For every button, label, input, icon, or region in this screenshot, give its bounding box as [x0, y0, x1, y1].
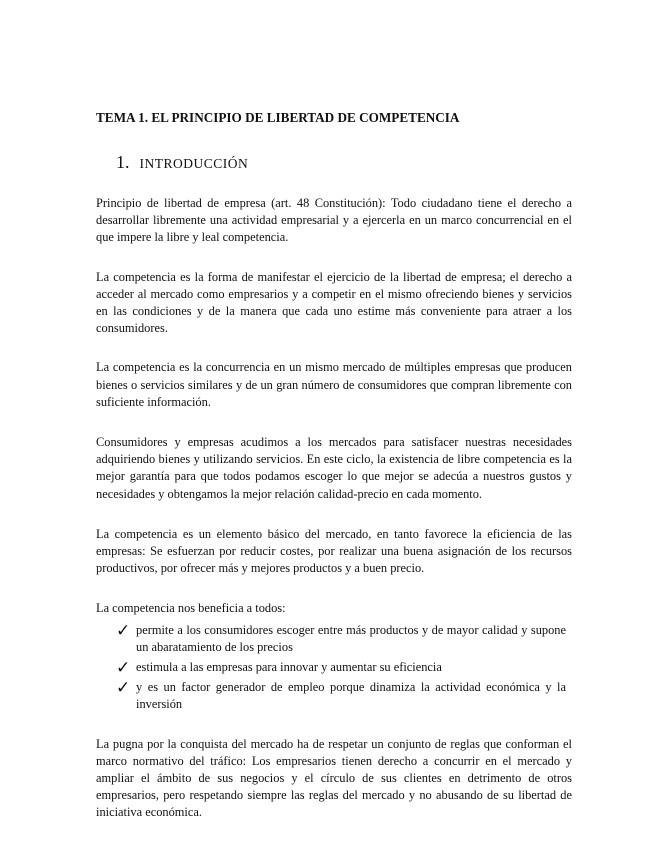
document-title: TEMA 1. EL PRINCIPIO DE LIBERTAD DE COMPETENCIA — [96, 110, 460, 125]
benefit-text: y es un factor generador de empleo porque dinamiza la actividad económica y la inversión — [136, 680, 566, 712]
benefit-text: permite a los consumidores escoger entre más productos y de mayor calidad y supone un abaratamiento de los precios — [136, 622, 566, 654]
benefit-item — [96, 679, 572, 713]
paragraph-freedom-of-enterprise: Principio de libertad de empresa (art. 48 Constitución): Todo ciudadano tiene el derecho a desarrollar libremente una actividad empresarial y a ejercerla en un marco concurrencial en el que impere la libre y leal competencia. — [96, 196, 572, 245]
benefit-item — [96, 622, 572, 656]
checkmark-icon: ✓ — [116, 658, 131, 678]
paragraph-consumers-and-companies: Consumidores y empresas acudimos a los mercados para satisfacer nuestras necesidades adquiriendo bienes y utilizando servicios. En este ciclo, la existencia de libre competencia es la mejor garantía para que todos podamos escoger lo que mejor se adecúa a nuestros gustos y necesidades y obtengamos la mejor relación calidad-precio en cada momento. — [96, 435, 572, 501]
paragraph-market-rules: La pugna por la conquista del mercado ha de respetar un conjunto de reglas que conforman el marco normativo del tráfico: Los empresarios tienen derecho a concurrir en el mercado y ampliar el ámbito de sus negocios y el círculo de sus clientes en detrimento de otros empresarios, pero respetando siempre las reglas del mercado y no abusando de su libertad de iniciativa económica. — [96, 736, 572, 820]
checkmark-icon: ✓ — [116, 620, 131, 640]
section-title: INTRODUCCIÓN — [139, 156, 249, 171]
section-heading — [116, 151, 572, 175]
benefits-intro: La competencia nos beneficia a todos: — [96, 601, 286, 616]
paragraph-competition-definition: La competencia es la concurrencia en un mismo mercado de múltiples empresas que producen bienes o servicios similares y de un gran número de consumidores que compran libremente con suficiente información. — [96, 360, 572, 409]
benefit-text: estimula a las empresas para innovar y aumentar su eficiencia — [136, 660, 442, 675]
paragraph-market-efficiency: La competencia es un elemento básico del mercado, en tanto favorece la eficiencia de las empresas: Se esfuerzan por reducir costes, por realizar una buena asignación de los recursos productivos, por ofrecer más y mejores productos y a buen precio. — [96, 526, 572, 576]
benefits-list — [96, 622, 572, 714]
benefit-item — [96, 659, 572, 676]
paragraph-competition-manifestation: La competencia es la forma de manifestar el ejercicio de la libertad de empresa; el derecho a acceder al mercado como empresarios y a competir en el mismo ofreciendo bienes y servicios en las condiciones y de la manera que cada uno estime más conveniente para atraer a los consumidores. — [96, 269, 572, 336]
checkmark-icon: ✓ — [116, 678, 131, 698]
section-number: 1. — [116, 152, 130, 172]
document-page — [96, 108, 572, 822]
